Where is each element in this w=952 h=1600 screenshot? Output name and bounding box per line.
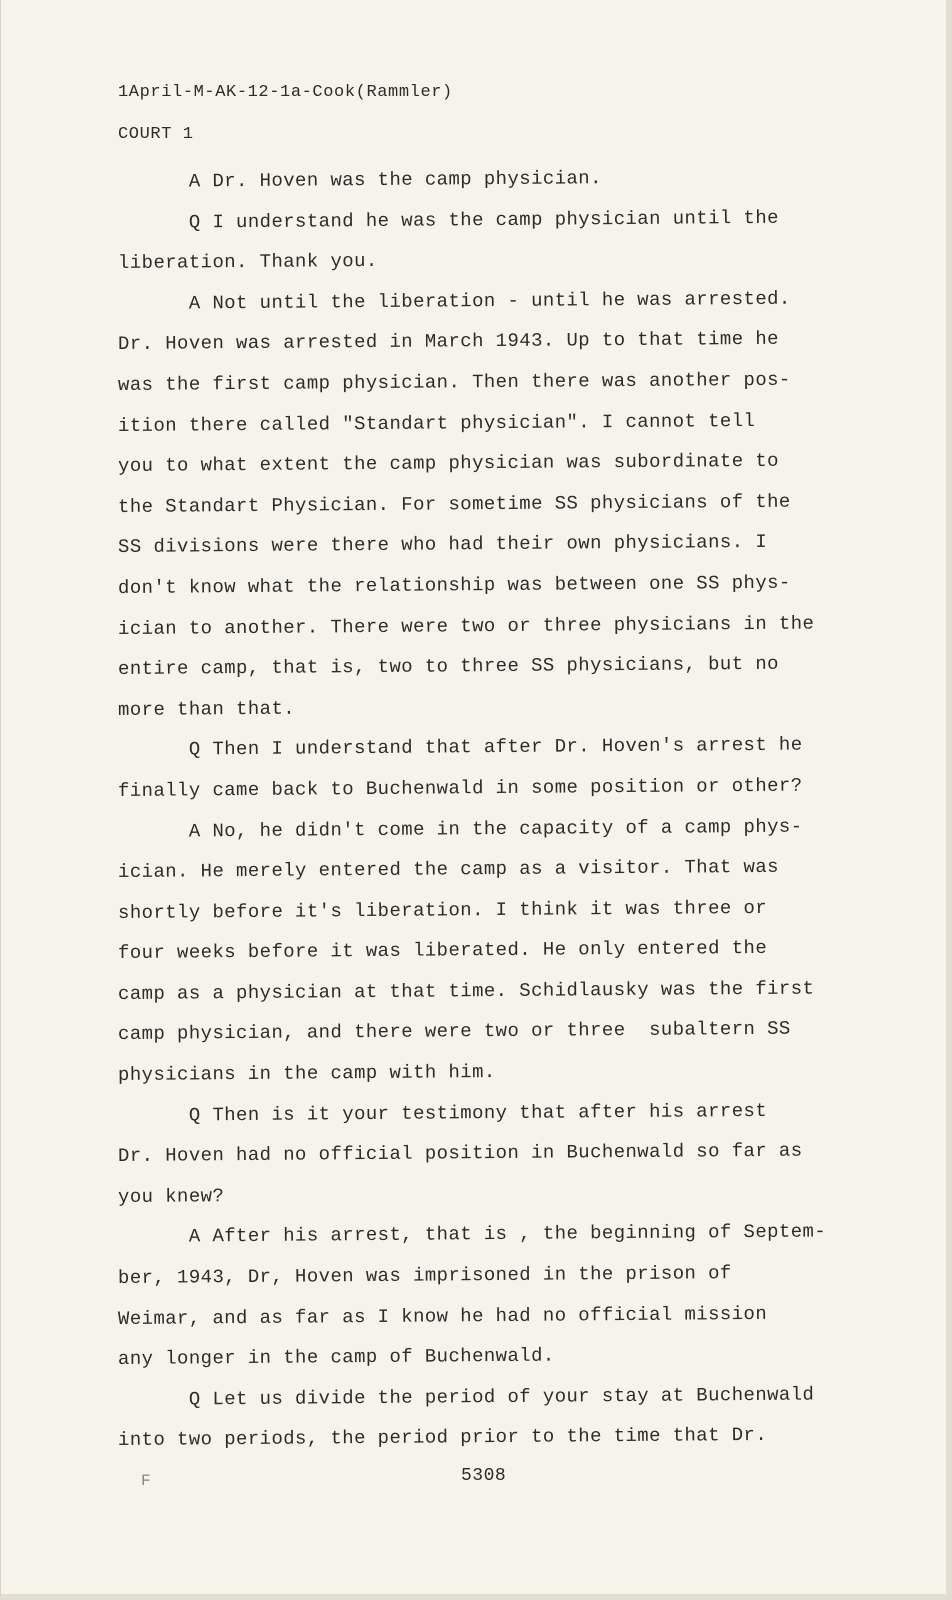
text-line: you knew? [117, 1185, 225, 1208]
transcript-body [118, 162, 853, 1461]
text-line: Q Then I understand that after Dr. Hoven's arrest he [117, 733, 803, 762]
text-line: Q I understand he was the camp physician until the [117, 206, 779, 234]
text-line: four weeks before it was liberated. He only entered the [117, 937, 768, 965]
text-line: camp as a physician at that time. Schidlausky was the first [117, 977, 815, 1005]
page-number: 5308 [461, 1466, 507, 1486]
text-line: Weimar, and as far as I know he had no official mission [117, 1302, 768, 1330]
text-line: Dr. Hoven was arrested in March 1943. Up to that time he [117, 328, 779, 356]
text-line: you to what extent the camp physician was subordinate to [117, 449, 779, 478]
footer-mark: F [141, 1472, 151, 1490]
text-line: was the first camp physician. Then there was another pos- [117, 368, 791, 396]
text-line: any longer in the camp of Buchenwald. [117, 1344, 555, 1371]
text-line: liberation. Thank you. [117, 250, 378, 275]
text-line: A No, he didn't come in the capacity of a camp phys- [117, 815, 803, 843]
text-line: shortly before it's liberation. I think it was three or [117, 896, 768, 924]
court-line: COURT 1 [118, 125, 194, 144]
text-line: physicians in the camp with him. [117, 1061, 496, 1087]
text-line: ician. He merely entered the camp as a visitor. That was [117, 855, 779, 884]
text-line: entire camp, that is, two to three SS physicians, but no [117, 652, 779, 681]
text-line: Dr. Hoven had no official position in Buchenwald so far as [117, 1139, 803, 1168]
text-line: ician to another. There were two or three physicians in the [117, 612, 815, 640]
text-line: camp physician, and there were two or three subaltern SS [117, 1018, 791, 1046]
reference-line: 1April-M-AK-12-1a-Cook(Rammler) [118, 83, 453, 102]
text-line: the Standart Physician. For sometime SS physicians of the [117, 490, 791, 518]
text-line: A Dr. Hoven was the camp physician. [117, 167, 602, 193]
text-line: SS divisions were there who had their own physicians. I [117, 531, 768, 559]
document-header [118, 72, 453, 156]
text-line: A After his arrest, that is , the beginning of Septem- [117, 1220, 827, 1249]
text-line: A Not until the liberation - until he was arrested. [117, 287, 791, 315]
text-line: don't know what the relationship was between one SS phys- [117, 571, 791, 599]
text-line: Q Let us divide the period of your stay at Buchenwald [117, 1383, 815, 1411]
text-line: ition there called "Standart physician". I cannot tell [117, 409, 756, 437]
text-line: more than that. [117, 697, 296, 721]
text-line: ber, 1943, Dr, Hoven was imprisoned in the prison of [117, 1262, 732, 1290]
text-line: Q Then is it your testimony that after his arrest [117, 1099, 768, 1127]
text-line: into two periods, the period prior to the time that Dr. [117, 1424, 768, 1452]
text-line: finally came back to Buchenwald in some position or other? [117, 774, 803, 802]
